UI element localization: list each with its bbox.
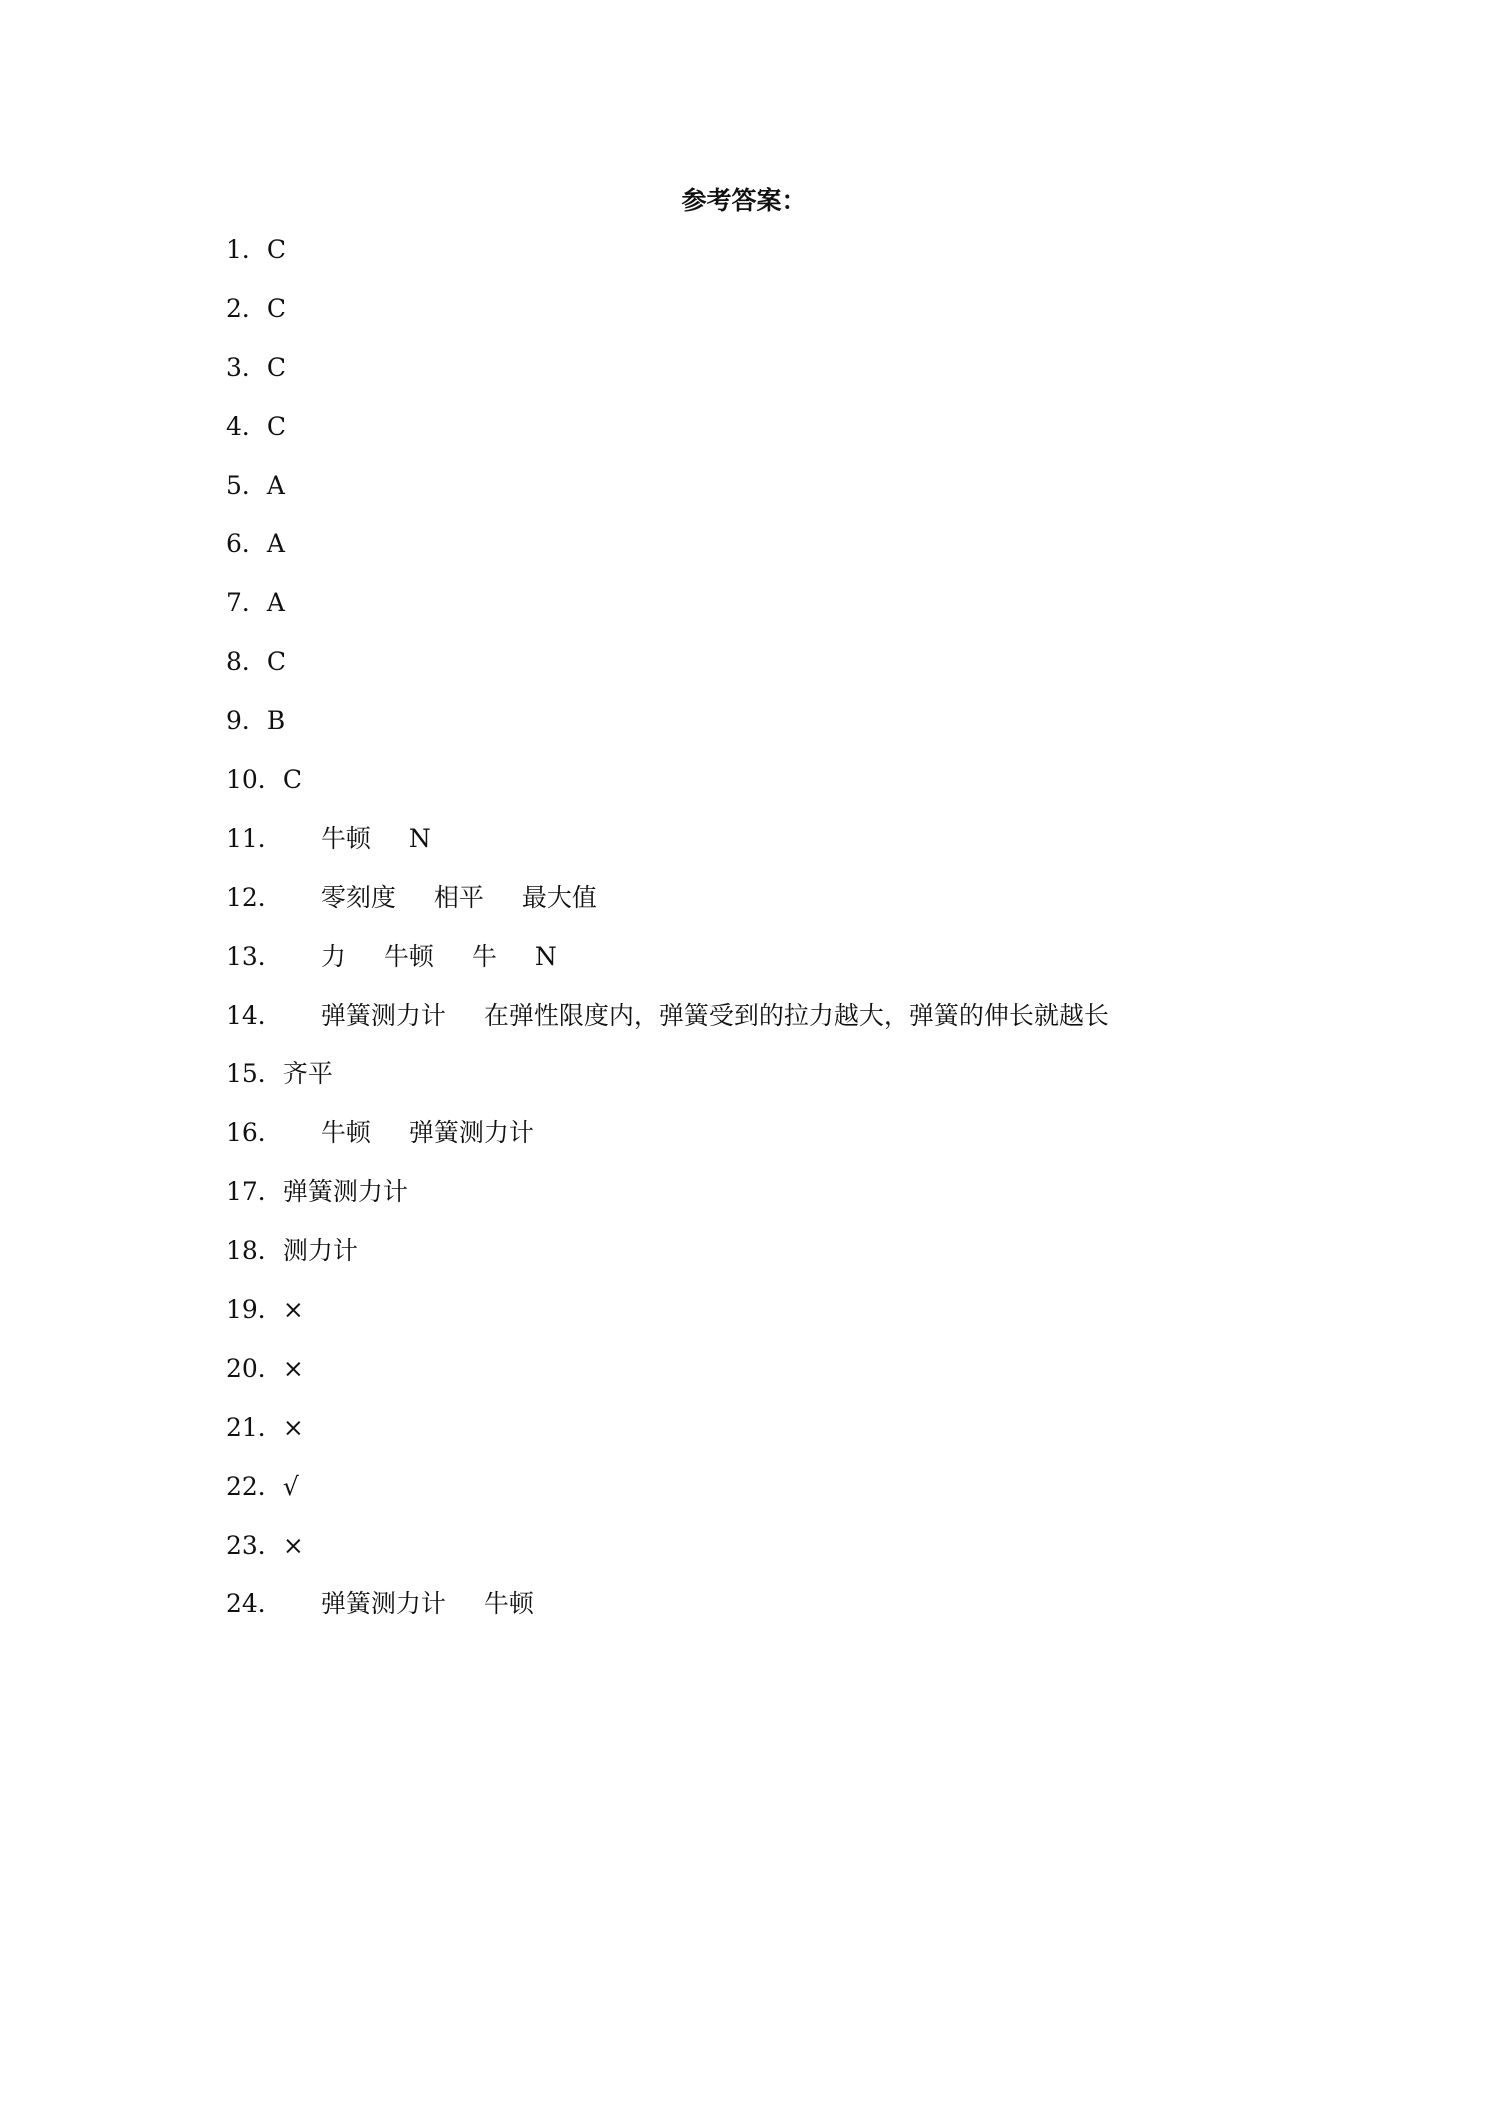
answer-number: 3． [226, 352, 267, 382]
answer-number: 20． [226, 1353, 283, 1383]
answer-text: A [266, 529, 285, 559]
answer-text: 牛顿 [483, 1589, 534, 1619]
answer-number: 15． [226, 1059, 283, 1089]
answer-text: 相平 [433, 882, 484, 912]
answer-content [283, 1467, 299, 1507]
answer-number: 18． [226, 1236, 283, 1266]
answer-text: C [282, 765, 302, 795]
answer-content [283, 760, 302, 800]
answer-item [226, 289, 1326, 348]
answer-content [267, 230, 286, 270]
answer-text: √ [282, 1471, 299, 1501]
answer-number: 1． [226, 235, 267, 264]
answer-item [226, 1172, 1326, 1231]
answer-content [267, 289, 286, 329]
answer-content [283, 1526, 304, 1566]
answer-text: 弹簧测力计 [320, 1000, 446, 1030]
answer-number: 13． [226, 941, 283, 971]
answer-content [267, 524, 285, 564]
answer-text: × [282, 1412, 304, 1442]
answer-item [226, 1054, 1326, 1113]
answer-item [226, 878, 1326, 937]
answer-number: 6． [226, 529, 267, 559]
answer-content [283, 1349, 304, 1389]
answer-item [226, 996, 1326, 1055]
answer-item [226, 1584, 1326, 1643]
answer-item [226, 1467, 1326, 1526]
answer-content [283, 1054, 333, 1094]
answer-text: 零刻度 [320, 882, 396, 912]
answer-number: 11． [226, 823, 283, 853]
answer-text: 弹簧测力计 [320, 1589, 446, 1619]
answer-item [226, 348, 1326, 407]
page-title: 参考答案： [681, 186, 807, 215]
answer-item [226, 701, 1326, 760]
answer-number: 14． [226, 1000, 283, 1030]
answer-item [226, 230, 1326, 289]
answer-number: 17． [226, 1177, 283, 1207]
answer-text: 测力计 [282, 1236, 358, 1266]
answer-text: × [282, 1353, 304, 1383]
answer-text: C [266, 235, 287, 264]
answer-item [226, 1113, 1326, 1172]
answer-text: 最大值 [521, 882, 597, 912]
answer-item [226, 760, 1326, 819]
answer-text: 牛顿 [320, 1118, 371, 1148]
answer-text: 齐平 [282, 1059, 333, 1089]
answer-text: C [266, 411, 287, 441]
answer-content [307, 819, 431, 859]
answer-item [226, 1408, 1326, 1467]
answer-content [283, 1408, 304, 1448]
answer-text: 在弹性限度内，弹簧受到的拉力越大，弹簧的伸长就越长 [483, 1000, 1109, 1030]
answer-text: N [534, 941, 557, 971]
answer-item [226, 407, 1326, 466]
answer-item [226, 1349, 1326, 1408]
answer-item [226, 819, 1326, 878]
answer-number: 23． [226, 1530, 283, 1560]
answer-item [226, 1231, 1326, 1290]
answer-text: A [266, 588, 285, 618]
answer-content [307, 937, 557, 977]
answer-text: N [408, 823, 431, 853]
answer-item [226, 1290, 1326, 1349]
answer-list [226, 230, 1326, 1643]
answer-number: 12． [226, 882, 283, 912]
answer-number: 10． [226, 765, 283, 795]
answer-text: 弹簧测力计 [282, 1177, 408, 1207]
answer-number: 8． [226, 647, 267, 677]
answer-text: C [266, 293, 287, 323]
answer-content [267, 466, 285, 506]
answer-item [226, 642, 1326, 701]
answer-text: A [266, 470, 285, 500]
answer-content [283, 1290, 304, 1330]
answer-text: 牛顿 [383, 941, 434, 971]
answer-content [307, 878, 597, 918]
answer-number: 24． [226, 1589, 283, 1619]
answer-text: 牛顿 [320, 823, 371, 853]
answer-text: 牛 [471, 941, 497, 971]
answer-number: 19． [226, 1295, 283, 1325]
answer-text: × [282, 1295, 304, 1325]
answer-text: C [266, 647, 287, 677]
answer-content [283, 1231, 358, 1271]
answer-item [226, 524, 1326, 583]
answer-text: B [266, 706, 286, 736]
answer-content [307, 1584, 534, 1624]
answer-item [226, 937, 1326, 996]
answer-content [267, 642, 286, 682]
answer-content [267, 407, 286, 447]
answer-item [226, 583, 1326, 642]
answer-item [226, 466, 1326, 525]
answer-text: 弹簧测力计 [408, 1118, 534, 1148]
answer-number: 21． [226, 1412, 283, 1442]
answer-content [307, 996, 1109, 1036]
answer-content [267, 583, 285, 623]
answer-content [267, 348, 286, 388]
answer-number: 4． [226, 411, 267, 441]
answer-content [307, 1113, 534, 1153]
answer-number: 22． [226, 1471, 283, 1501]
answer-number: 9． [226, 706, 267, 736]
answer-content [283, 1172, 408, 1212]
answer-content [267, 701, 285, 741]
answer-text: × [282, 1530, 304, 1560]
answer-text: C [266, 352, 287, 382]
answer-number: 2． [226, 293, 267, 323]
answer-number: 7． [226, 588, 267, 618]
answer-item [226, 1526, 1326, 1585]
answer-number: 5． [226, 470, 267, 500]
answer-number: 16． [226, 1118, 283, 1148]
answer-text: 力 [320, 941, 346, 971]
